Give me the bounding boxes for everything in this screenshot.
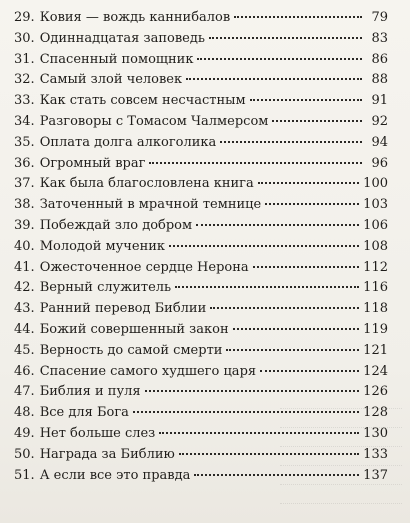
entry-number: 37.: [14, 176, 35, 192]
entry-page: 103: [363, 197, 388, 213]
entry-number: 50.: [14, 446, 35, 462]
dot-leader: [210, 306, 359, 309]
entry-page: 112: [363, 259, 388, 275]
entry-title: Побеждай зло добром: [39, 217, 193, 233]
dot-leader: [169, 244, 359, 247]
entry-page: 96: [371, 155, 388, 171]
toc-entry: [14, 50, 388, 71]
entry-page: 106: [363, 217, 388, 233]
ghost-line: [280, 428, 402, 447]
toc-entry: [14, 154, 388, 175]
entry-title: Оплата долга алкоголика: [39, 134, 217, 150]
entry-title: Награда за Библию: [39, 446, 175, 462]
entry-number: 40.: [14, 238, 35, 254]
entry-page: 130: [363, 425, 388, 441]
entry-page: 91: [371, 93, 388, 109]
entry-number: 38.: [14, 197, 35, 213]
toc-entry: [14, 299, 388, 320]
entry-page: 118: [363, 301, 388, 317]
dot-leader: [196, 223, 359, 226]
entry-number: 43.: [14, 301, 35, 317]
ghost-line: [280, 390, 402, 409]
entry-page: 83: [371, 30, 388, 46]
entry-number: 41.: [14, 259, 35, 275]
entry-number: 35.: [14, 134, 35, 150]
dot-leader: [250, 98, 362, 101]
dot-leader: [175, 285, 359, 288]
entry-title: Самый злой человек: [39, 72, 183, 88]
bleed-through-shadow: [270, 390, 410, 523]
entry-number: 32.: [14, 72, 35, 88]
entry-page: 128: [363, 405, 388, 421]
entry-number: 51.: [14, 467, 35, 483]
toc-entry: [14, 91, 388, 112]
entry-page: 94: [371, 134, 388, 150]
entry-number: 34.: [14, 113, 35, 129]
toc-entry: [14, 112, 388, 133]
toc-entry: [14, 362, 388, 383]
dot-leader: [272, 119, 362, 122]
entry-title: Библия и пуля: [39, 384, 141, 400]
entry-page: 126: [363, 384, 388, 400]
entry-title: Ковия — вождь каннибалов: [39, 10, 231, 25]
entry-number: 33.: [14, 93, 35, 109]
entry-number: 47.: [14, 384, 35, 400]
entry-number: 45.: [14, 342, 35, 358]
entry-title: Нет больше слез: [39, 425, 156, 441]
toc-entry: [14, 278, 388, 299]
entry-title: Ранний перевод Библии: [39, 301, 207, 317]
entry-page: 133: [363, 446, 388, 462]
entry-page: 92: [371, 113, 388, 129]
toc-entry: [14, 320, 388, 341]
entry-title: Спасение самого худшего царя: [39, 363, 257, 379]
entry-page: 121: [363, 342, 388, 358]
entry-title: Огромный враг: [39, 155, 146, 171]
toc-entry: [14, 258, 388, 279]
dot-leader: [220, 140, 362, 143]
entry-number: 36.: [14, 155, 35, 171]
entry-number: 30.: [14, 30, 35, 46]
entry-number: 48.: [14, 405, 35, 421]
dot-leader: [233, 327, 360, 330]
entry-title: Разговоры с Томасом Чалмерсом: [39, 113, 269, 129]
toc-entry: [14, 133, 388, 154]
dot-leader: [186, 77, 362, 80]
entry-number: 42.: [14, 280, 35, 296]
dot-leader: [197, 57, 362, 60]
entry-title: Божий совершенный закон: [39, 321, 229, 337]
entry-title: Как стать совсем несчастным: [39, 93, 246, 109]
entry-page: 124: [363, 363, 388, 379]
entry-title: Молодой мученик: [39, 238, 166, 254]
entry-page: 88: [371, 72, 388, 88]
entry-page: 79: [371, 10, 388, 25]
dot-leader: [260, 369, 359, 372]
entry-title: Верность до самой смерти: [39, 342, 223, 358]
toc-entry: [14, 195, 388, 216]
entry-number: 29.: [14, 10, 35, 25]
entry-title: А если все это правда: [39, 467, 191, 483]
dot-leader: [209, 36, 362, 39]
dot-leader: [234, 15, 362, 18]
entry-title: Заточенный в мрачной темнице: [39, 197, 262, 213]
entry-number: 46.: [14, 363, 35, 379]
entry-page: 116: [363, 280, 388, 296]
dot-leader: [265, 202, 359, 205]
entry-number: 49.: [14, 425, 35, 441]
ghost-line: [280, 447, 402, 466]
entry-page: 86: [371, 51, 388, 67]
toc-entry: [14, 29, 388, 50]
entry-number: 44.: [14, 321, 35, 337]
entry-number: 31.: [14, 51, 35, 67]
entry-page: 100: [363, 176, 388, 192]
dot-leader: [258, 181, 359, 184]
dot-leader: [149, 161, 362, 164]
entry-number: 39.: [14, 217, 35, 233]
entry-page: 108: [363, 238, 388, 254]
toc-entry: [14, 174, 388, 195]
entry-title: Спасенный помощник: [39, 51, 194, 67]
ghost-line: [280, 485, 402, 504]
entry-page: 137: [363, 467, 388, 483]
dot-leader: [253, 265, 360, 268]
dot-leader: [226, 348, 359, 351]
toc-entry: [14, 216, 388, 237]
entry-title: Верный служитель: [39, 280, 172, 296]
entry-title: Все для Бога: [39, 405, 129, 421]
entry-title: Как была благословлена книга: [39, 176, 254, 192]
toc-entry: [14, 8, 388, 29]
entry-page: 119: [363, 321, 388, 337]
entry-title: Ожесточенное сердце Нерона: [39, 259, 249, 275]
entry-title: Одиннадцатая заповедь: [39, 30, 205, 46]
toc-entry: [14, 70, 388, 91]
toc-entry: [14, 341, 388, 362]
ghost-line: [280, 409, 402, 428]
ghost-line: [280, 466, 402, 485]
toc-entry: [14, 237, 388, 258]
